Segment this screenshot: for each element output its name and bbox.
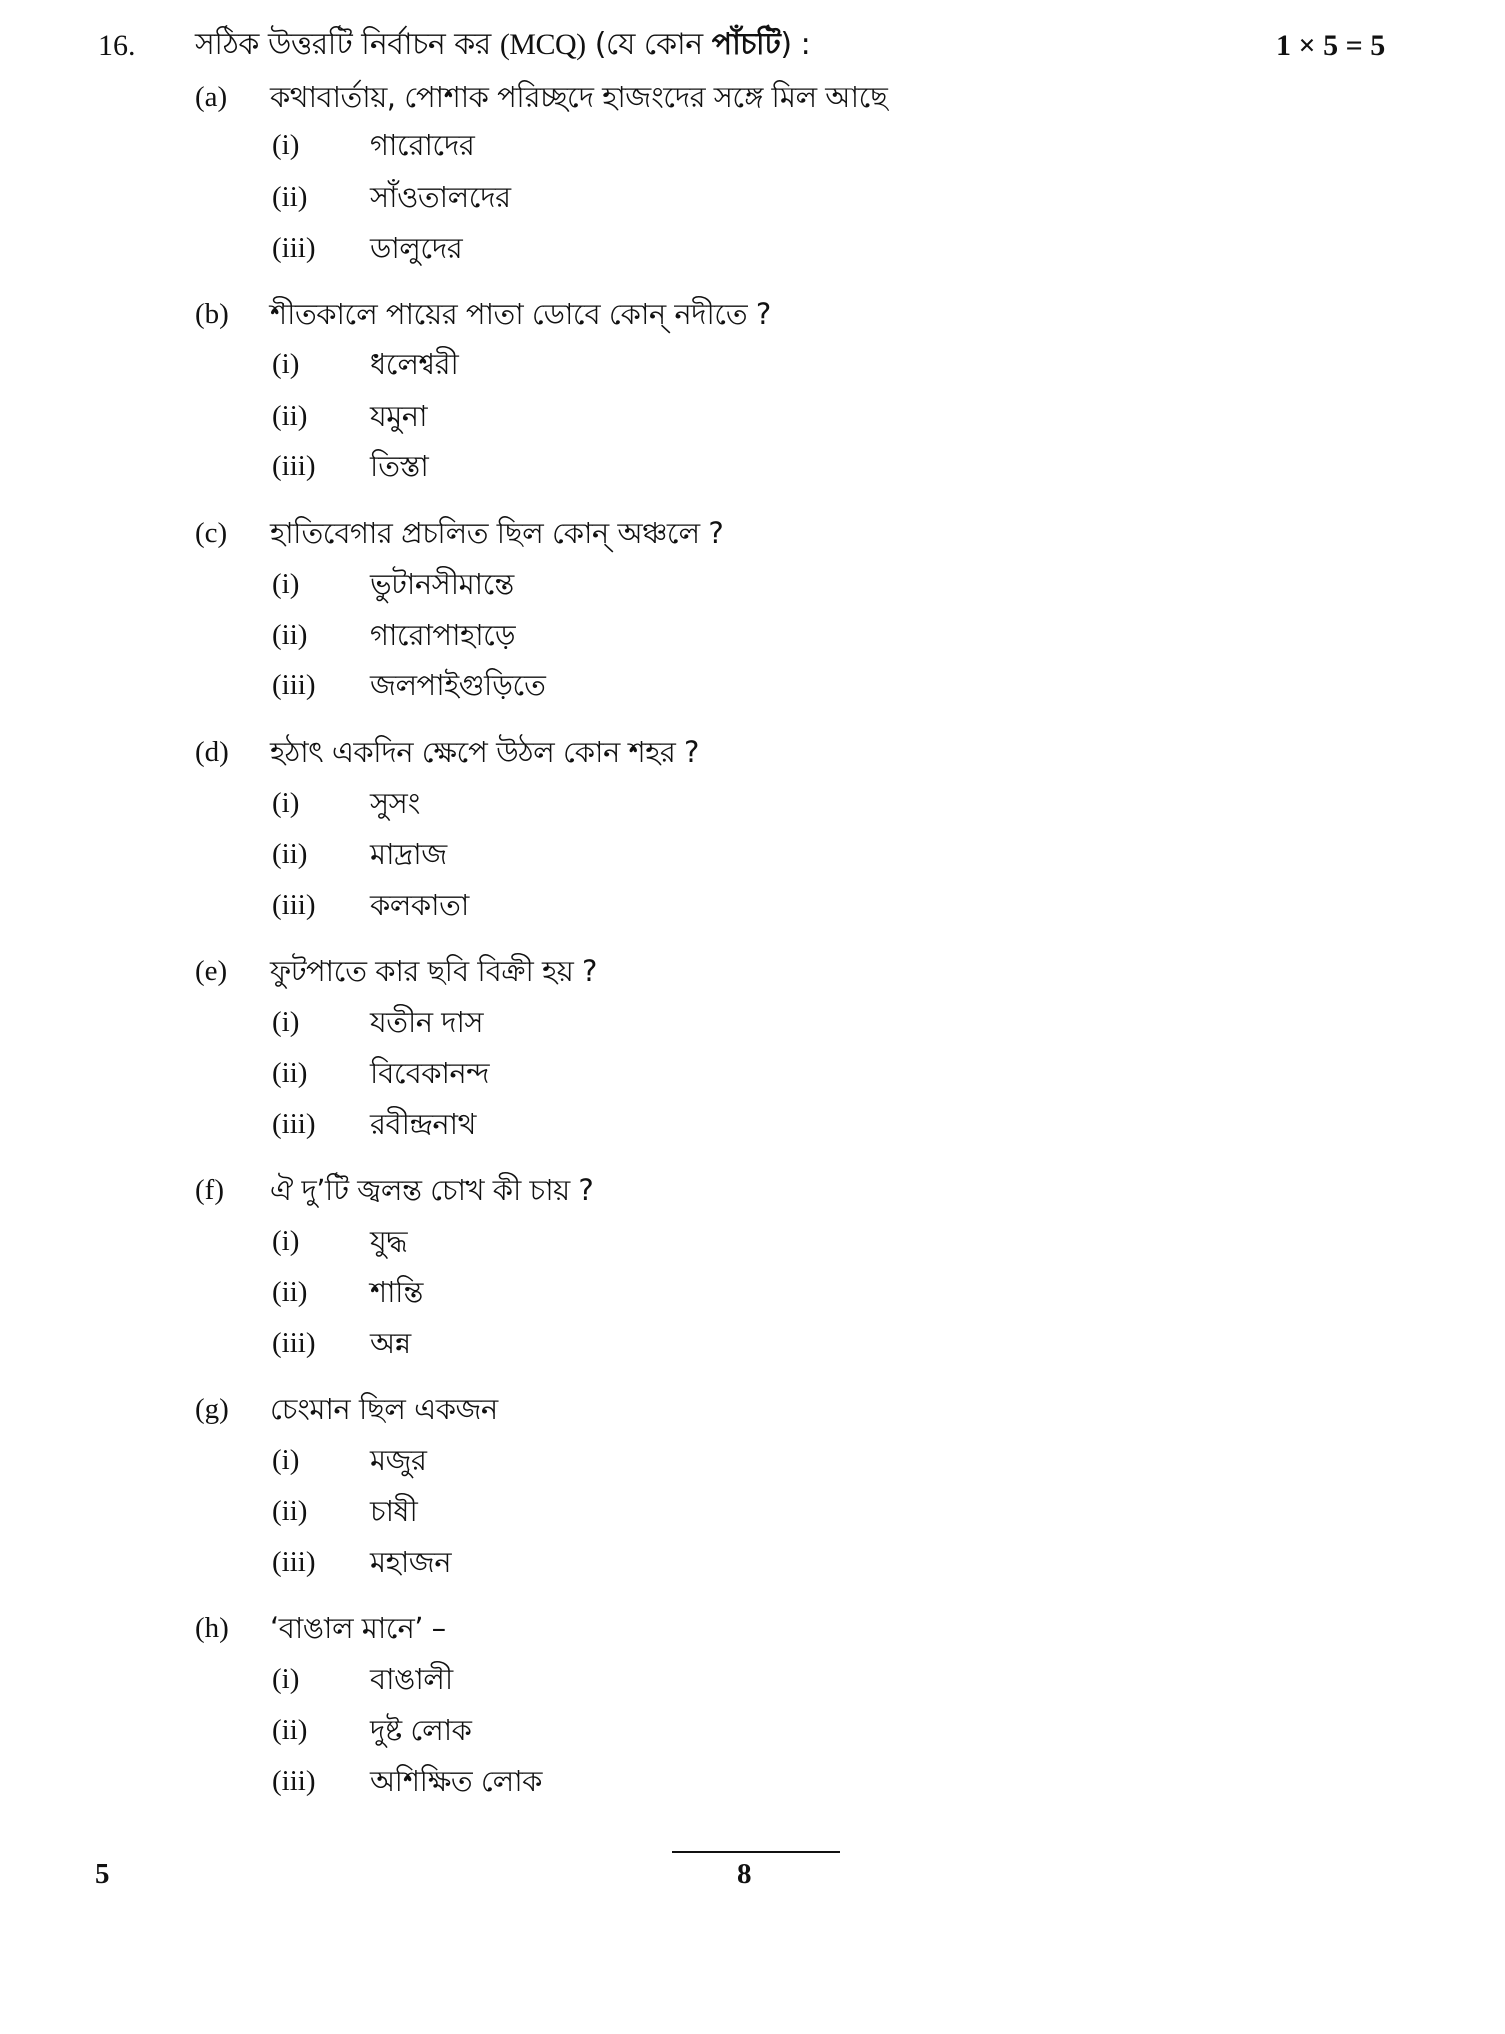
subquestion-label: (a): [195, 81, 228, 113]
option-label: (iii): [272, 232, 316, 264]
option-label: (i): [272, 129, 300, 161]
page-number: 8: [737, 1858, 752, 1890]
option-label: (ii): [272, 1057, 308, 1089]
option-g-i: [0, 1441, 800, 1485]
marks-allocation: 1 × 5 = 5: [1276, 29, 1386, 62]
option-text: গারোদের: [370, 128, 475, 162]
subquestion-label: (g): [195, 1393, 229, 1425]
option-label: (iii): [272, 1546, 316, 1578]
option-text: জলপাইগুড়িতে: [370, 668, 546, 702]
option-f-ii: [0, 1273, 800, 1317]
option-text: যুদ্ধ: [370, 1224, 407, 1258]
option-label: (iii): [272, 889, 316, 921]
option-f-iii: [0, 1324, 800, 1368]
option-text: বাঙালী: [370, 1662, 453, 1696]
subquestion-label: (b): [195, 298, 229, 330]
option-label: (ii): [272, 1714, 308, 1746]
option-b-ii: [0, 397, 800, 441]
option-text: রবীন্দ্রনাথ: [370, 1107, 476, 1141]
option-text: ডালুদের: [370, 231, 463, 265]
option-text: গারোপাহাড়ে: [370, 618, 516, 652]
option-f-i: [0, 1222, 800, 1266]
option-text: যমুনা: [370, 399, 428, 433]
option-d-ii: [0, 835, 800, 879]
option-text: মজুর: [370, 1443, 427, 1477]
option-text: সাঁওতালদের: [370, 180, 511, 214]
option-c-ii: [0, 616, 800, 660]
option-text: মাদ্রাজ: [370, 837, 447, 871]
option-text: সুসং: [370, 786, 420, 820]
option-label: (iii): [272, 669, 316, 701]
subquestion-text: ঐ দু’টি জ্বলন্ত চোখ কী চায় ?: [270, 1173, 594, 1207]
option-b-i: [0, 345, 800, 389]
option-label: (i): [272, 1006, 300, 1038]
option-c-iii: [0, 666, 800, 710]
subquestion-text: ফুটপাতে কার ছবি বিক্রী হয় ?: [270, 954, 597, 988]
paper-code: 5: [95, 1858, 110, 1890]
option-text: অশিক্ষিত লোক: [370, 1764, 542, 1798]
option-d-iii: [0, 886, 800, 930]
question-header: [0, 24, 1505, 68]
subquestion-label: (f): [195, 1174, 224, 1206]
option-text: তিস্তা: [370, 449, 429, 483]
option-text: কলকাতা: [370, 888, 469, 922]
instruction-text: সঠিক উত্তরটি নির্বাচন কর: [195, 27, 491, 62]
option-text: চাষী: [370, 1494, 418, 1528]
option-label: (i): [272, 568, 300, 600]
option-b-iii: [0, 447, 800, 491]
subquestion-label: (d): [195, 736, 229, 768]
option-g-iii: [0, 1543, 800, 1587]
option-label: (i): [272, 348, 300, 380]
mcq-tag: (MCQ): [499, 28, 586, 61]
option-h-ii: [0, 1711, 800, 1755]
subquestion-label: (c): [195, 517, 228, 549]
option-label: (i): [272, 787, 300, 819]
option-label: (iii): [272, 450, 316, 482]
option-text: যতীন দাস: [370, 1005, 484, 1039]
subquestion-label: (h): [195, 1612, 229, 1644]
option-label: (i): [272, 1663, 300, 1695]
option-label: (ii): [272, 838, 308, 870]
option-c-i: [0, 565, 800, 609]
subquestion-text: ‘বাঙাল মানে’ –: [270, 1611, 446, 1645]
subquestion-label: (e): [195, 955, 228, 987]
option-label: (ii): [272, 1495, 308, 1527]
subquestion-text: কথাবার্তায়, পোশাক পরিচ্ছদে হাজংদের সঙ্গে মিল আছে: [270, 80, 888, 114]
option-label: (ii): [272, 619, 308, 651]
option-label: (i): [272, 1444, 300, 1476]
question-number: 16.: [98, 29, 136, 62]
option-label: (ii): [272, 400, 308, 432]
option-label: (iii): [272, 1327, 316, 1359]
option-e-ii: [0, 1054, 800, 1098]
option-g-ii: [0, 1492, 800, 1536]
choice-count-bold: পাঁচটি: [711, 27, 781, 62]
option-text: বিবেকানন্দ: [370, 1056, 490, 1090]
subquestion-text: হঠাৎ একদিন ক্ষেপে উঠল কোন শহর ?: [270, 735, 699, 769]
option-h-iii: [0, 1762, 800, 1806]
option-h-i: [0, 1660, 800, 1704]
option-a-iii: [0, 229, 800, 273]
option-text: দুষ্ট লোক: [370, 1713, 472, 1747]
footer-divider: [672, 1851, 840, 1853]
option-label: (ii): [272, 181, 308, 213]
option-label: (iii): [272, 1108, 316, 1140]
option-label: (i): [272, 1225, 300, 1257]
option-label: (iii): [272, 1765, 316, 1797]
choice-note-open: (যে কোন: [594, 27, 703, 62]
subquestion-text: চেংমান ছিল একজন: [270, 1392, 498, 1426]
option-d-i: [0, 784, 800, 828]
option-text: ধলেশ্বরী: [370, 347, 459, 381]
question-instruction: [195, 26, 810, 64]
option-label: (ii): [272, 1276, 308, 1308]
option-e-i: [0, 1003, 800, 1047]
option-e-iii: [0, 1105, 800, 1149]
option-text: ভুটানসীমান্তে: [370, 567, 514, 601]
option-text: শান্তি: [370, 1275, 423, 1309]
subquestion-text: হাতিবেগার প্রচলিত ছিল কোন্ অঞ্চলে ?: [270, 516, 724, 550]
choice-note-close: ) :: [780, 27, 811, 62]
option-text: অন্ন: [370, 1326, 411, 1360]
option-a-i: [0, 126, 800, 170]
option-text: মহাজন: [370, 1545, 452, 1579]
subquestion-text: শীতকালে পায়ের পাতা ডোবে কোন্ নদীতে ?: [270, 297, 771, 331]
option-a-ii: [0, 178, 800, 222]
